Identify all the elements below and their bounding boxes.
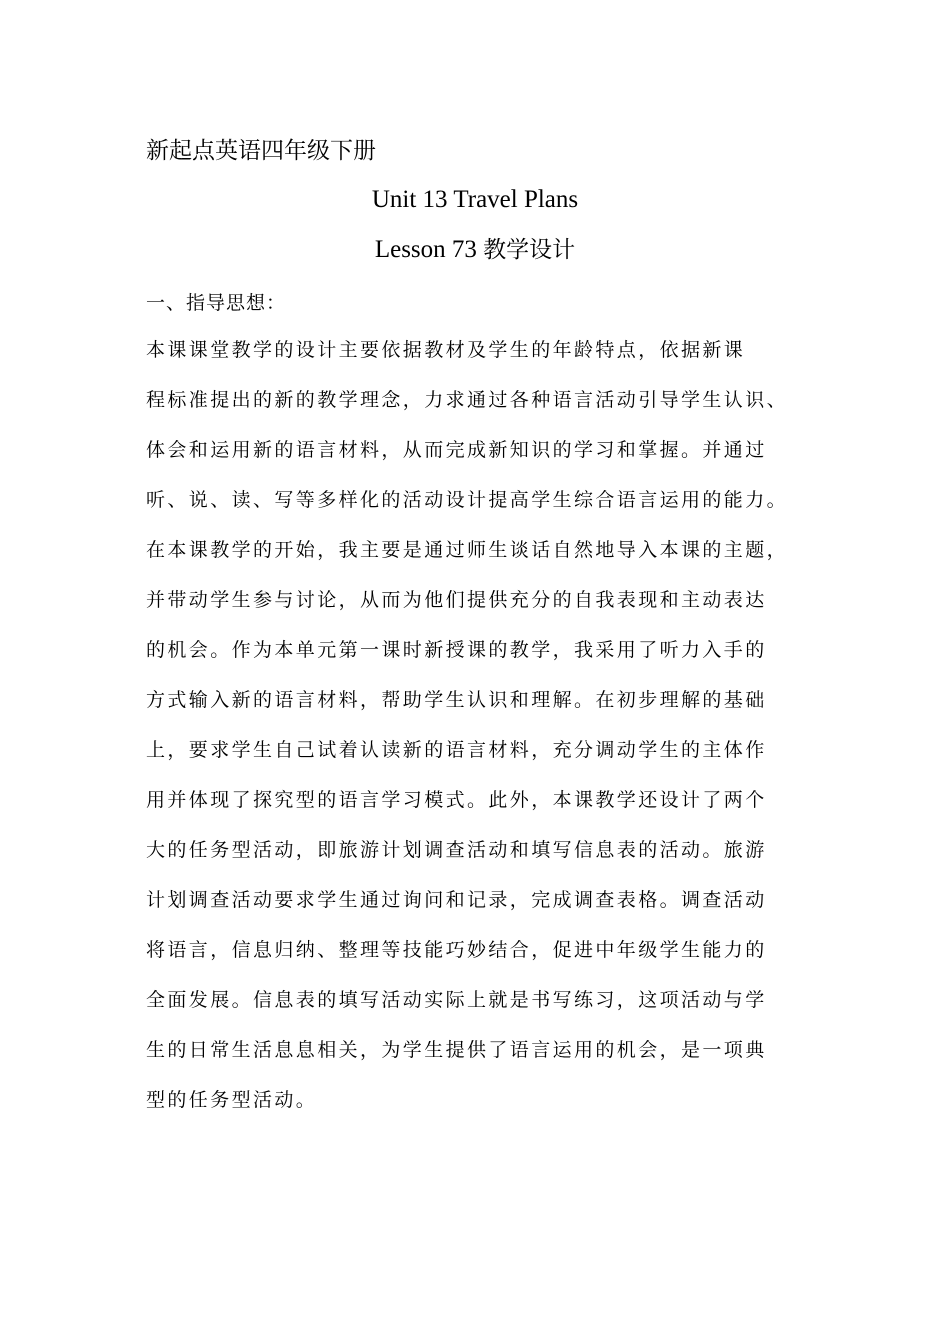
paragraph-line: 生的日常生活息息相关，为学生提供了语言运用的机会，是一项典 (146, 1039, 767, 1061)
section-heading: 一、指导思想： (146, 292, 287, 314)
paragraph-line: 上，要求学生自己试着认读新的语言材料，充分调动学生的主体作 (146, 739, 767, 761)
paragraph-line: 用并体现了探究型的语言学习模式。此外，本课教学还设计了两个 (146, 789, 767, 811)
unit-title: Unit 13 Travel Plans (371, 186, 579, 213)
lesson-title-number: Lesson 73 (374, 236, 484, 263)
paragraph-line: 大的任务型活动，即旅游计划调查活动和填写信息表的活动。旅游 (146, 839, 767, 861)
paragraph-line: 计划调查活动要求学生通过询问和记录，完成调查表格。调查活动 (146, 889, 767, 911)
paragraph-line: 本课课堂教学的设计主要依据教材及学生的年龄特点，依据新课 (146, 339, 746, 361)
paragraph-line: 全面发展。信息表的填写活动实际上就是书写练习，这项活动与学 (146, 989, 767, 1011)
paragraph-line: 方式输入新的语言材料，帮助学生认识和理解。在初步理解的基础 (146, 689, 767, 711)
paragraph-line: 程标准提出的新的教学理念，力求通过各种语言活动引导学生认识、 (146, 389, 789, 411)
book-title: 新起点英语四年级下册 (146, 138, 376, 164)
lesson-title (0, 230, 950, 270)
paragraph-line: 体会和运用新的语言材料，从而完成新知识的学习和掌握。并通过 (146, 439, 767, 461)
paragraph-line: 的机会。作为本单元第一课时新授课的教学，我采用了听力入手的 (146, 639, 767, 661)
paragraph-line: 并带动学生参与讨论，从而为他们提供充分的自我表现和主动表达 (146, 589, 767, 611)
paragraph-line: 型的任务型活动。 (146, 1089, 318, 1111)
lesson-title-text: 教学设计 (483, 237, 576, 263)
paragraph-line: 将语言，信息归纳、整理等技能巧妙结合，促进中年级学生能力的 (146, 939, 767, 961)
paragraph-line: 在本课教学的开始，我主要是通过师生谈话自然地导入本课的主题， (146, 539, 789, 561)
paragraph-line: 听、说、读、写等多样化的活动设计提高学生综合语言运用的能力。 (146, 489, 789, 511)
